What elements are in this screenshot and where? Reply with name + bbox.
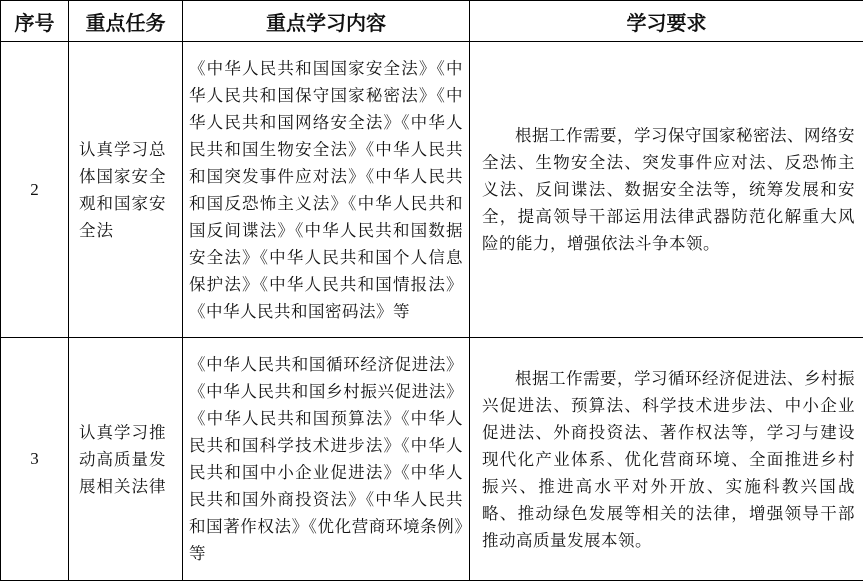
row-requirement: 根据工作需要，学习循环经济促进法、乡村振兴促进法、预算法、科学技术进步法、中小企业促进法、外商投资法、著作权法等，学习与建设现代化产业体系、优化营商环境、全面推进乡村振兴、推进高水平对外开放、实施科教兴国战略、推动绿色发展等相关的法律，增强领导干部推动高质量发展本领。 bbox=[470, 338, 863, 581]
row-content: 《中华人民共和国循环经济促进法》《中华人民共和国乡村振兴促进法》《中华人民共和国预算法》《中华人民共和国科学技术进步法》《中华人民共和国中小企业促进法》《中华人民共和国外商投资法》《中华人民共和国著作权法》《优化营商环境条例》等 bbox=[183, 338, 470, 581]
row-number: 3 bbox=[1, 338, 69, 581]
row-number: 2 bbox=[1, 42, 69, 338]
table-row bbox=[1, 338, 863, 581]
header-key-content: 重点学习内容 bbox=[183, 1, 470, 42]
header-requirement: 学习要求 bbox=[470, 1, 863, 42]
header-key-task: 重点任务 bbox=[69, 1, 183, 42]
row-task: 认真学习推动高质量发展相关法律 bbox=[69, 338, 183, 581]
table-header-row bbox=[1, 1, 863, 42]
row-requirement: 根据工作需要，学习保守国家秘密法、网络安全法、生物安全法、突发事件应对法、反恐怖主义法、反间谍法、数据安全法等，统筹发展和安全，提高领导干部运用法律武器防范化解重大风险的能力，增强依法斗争本领。 bbox=[470, 42, 863, 338]
header-number: 序号 bbox=[1, 1, 69, 42]
row-task: 认真学习总体国家安全观和国家安全法 bbox=[69, 42, 183, 338]
table-row bbox=[1, 42, 863, 338]
row-content: 《中华人民共和国国家安全法》《中华人民共和国保守国家秘密法》《中华人民共和国网络安全法》《中华人民共和国生物安全法》《中华人民共和国突发事件应对法》《中华人民共和国反恐怖主义法》《中华人民共和国反间谍法》《中华人民共和国数据安全法》《中华人民共和国个人信息保护法》《中华人民共和国情报法》《中华人民共和国密码法》等 bbox=[183, 42, 470, 338]
